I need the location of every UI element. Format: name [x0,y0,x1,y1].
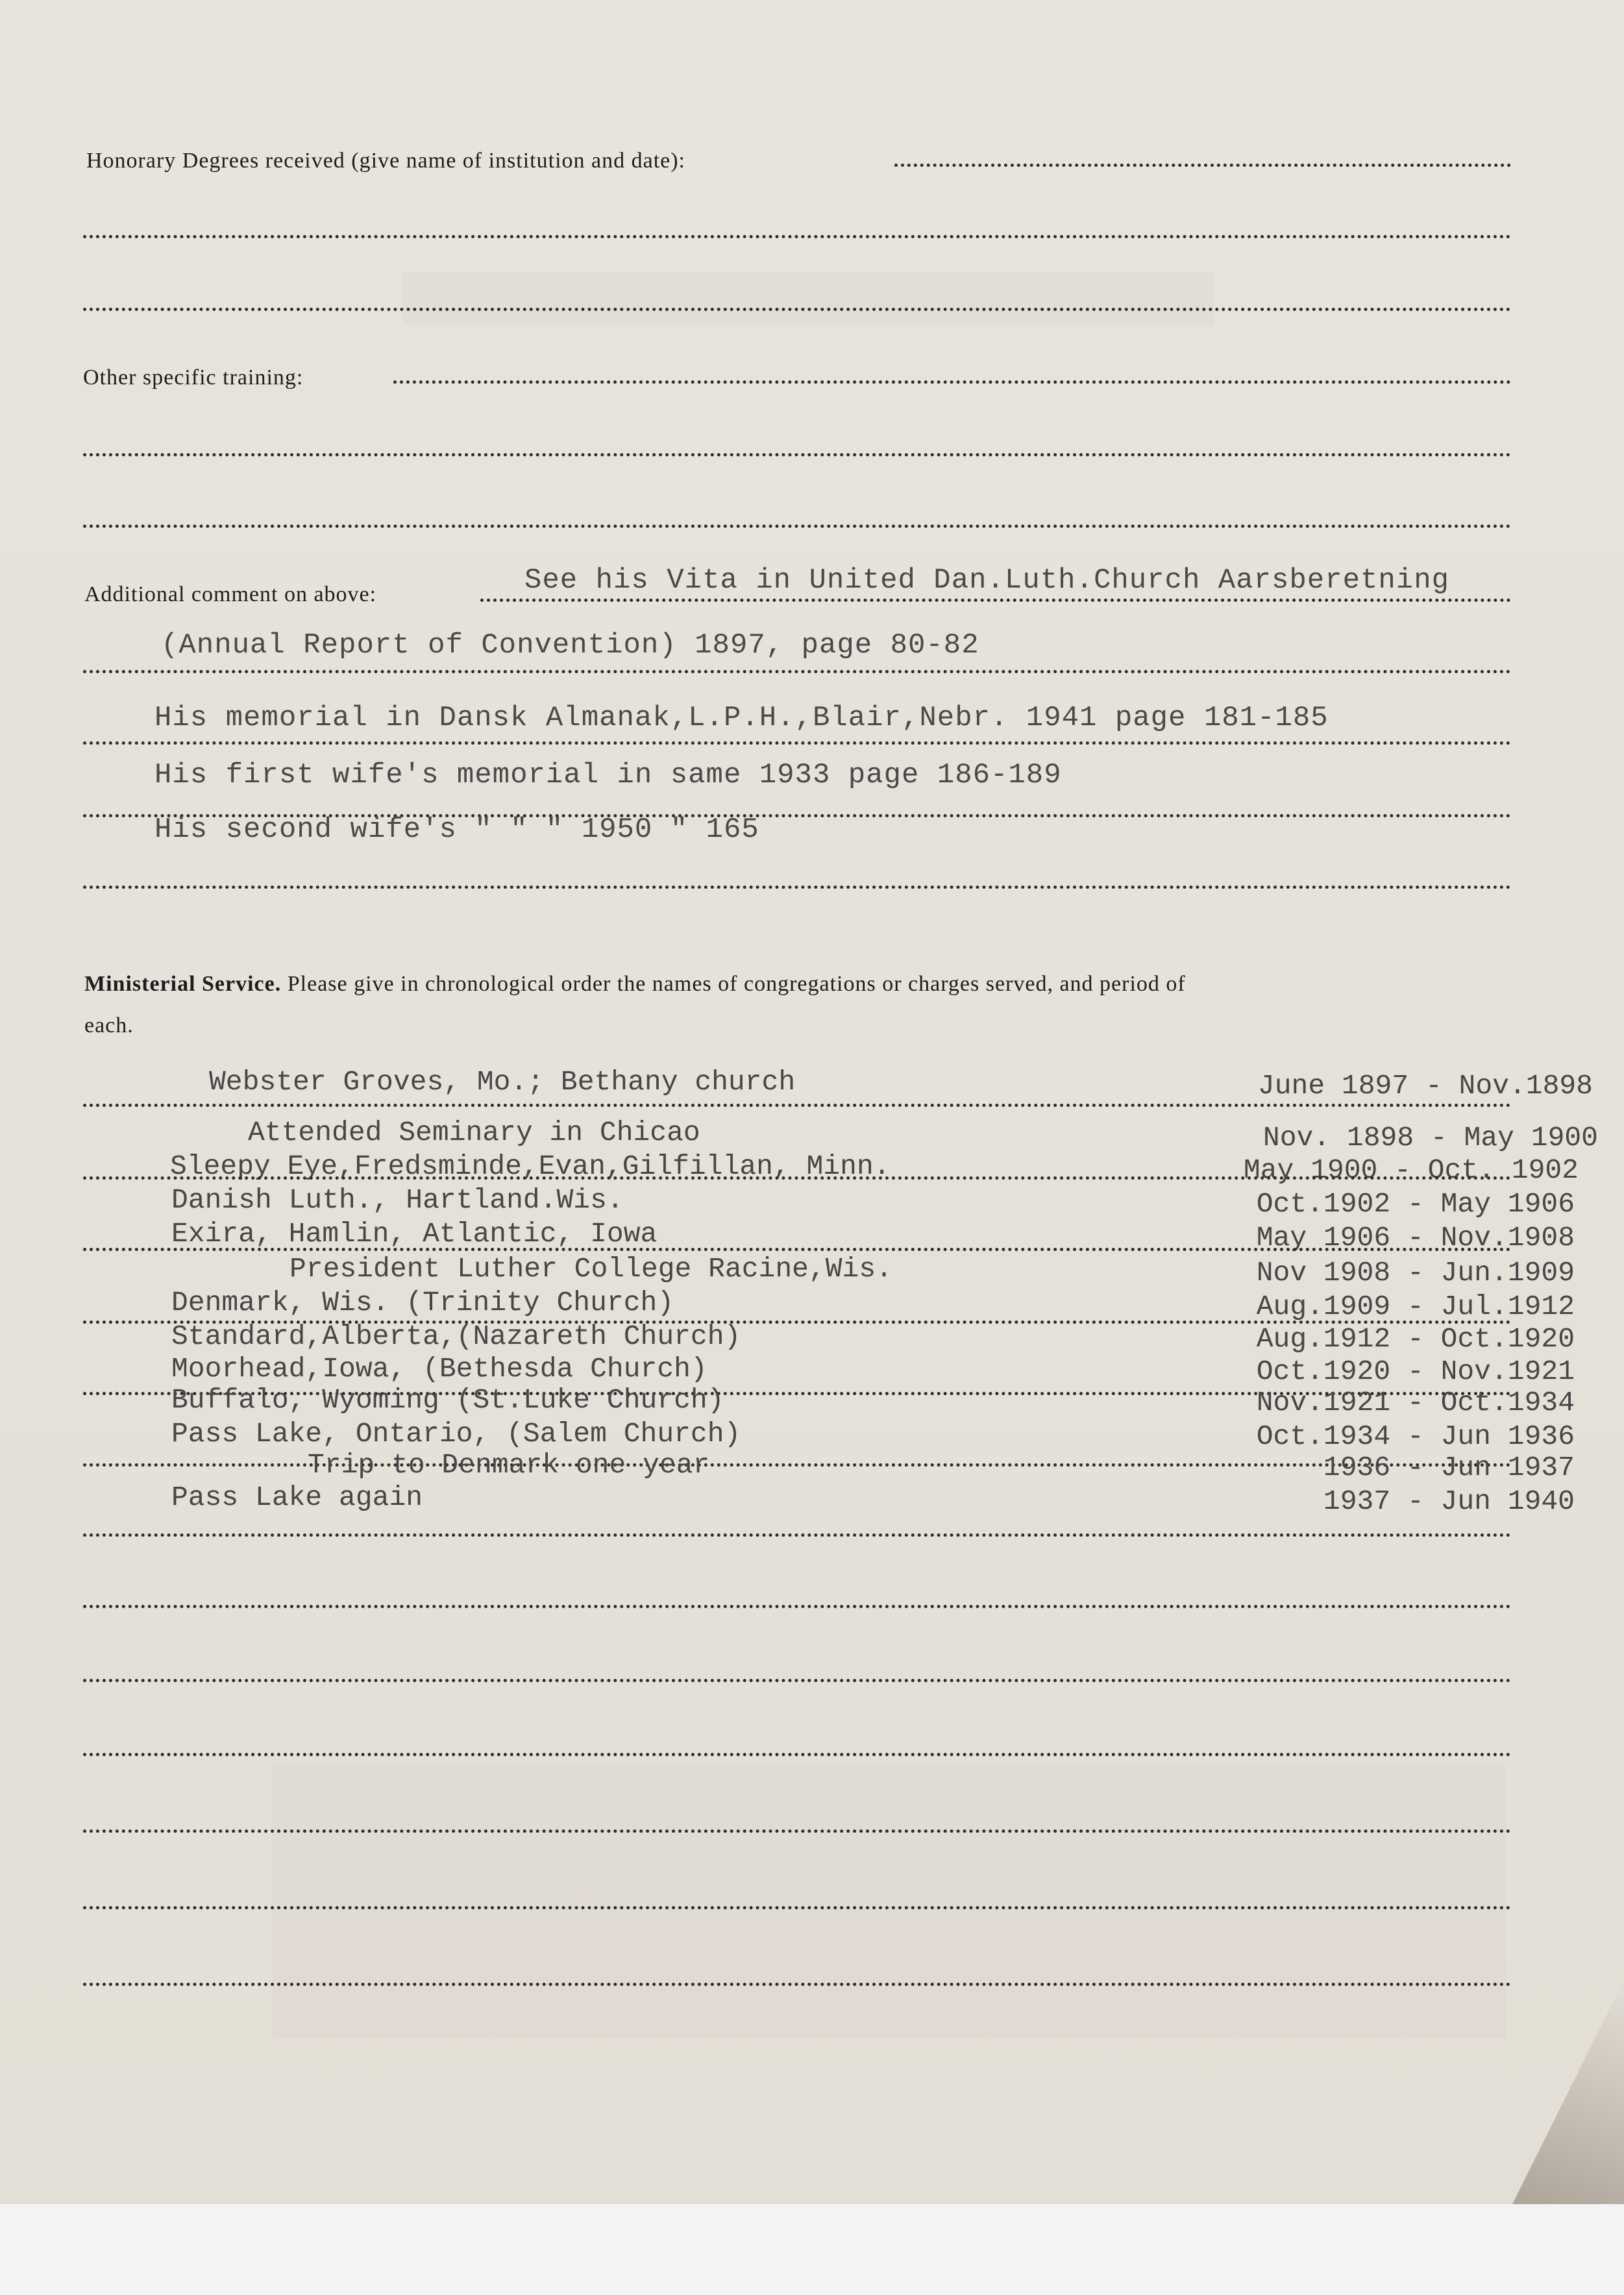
ministerial-service-heading: Ministerial Service. [84,972,282,996]
service-place: Danish Luth., Hartland.Wis. [171,1184,624,1216]
ministerial-service-label-cont: each. [84,1013,134,1037]
dotted-line [480,599,1511,602]
comment-line: His memorial in Dansk Almanak,L.P.H.,Blair,Nebr. 1941 page 181-185 [154,702,1329,734]
bleed-through-shadow [402,273,1214,325]
comment-line: His first wife's memorial in same 1933 page 186-189 [154,759,1062,791]
service-place: Pass Lake again [171,1482,423,1513]
service-dates: June 1897 - Nov.1898 [1257,1070,1593,1102]
service-dates: Oct.1902 - May 1906 [1256,1188,1575,1220]
dotted-line [83,1533,1511,1537]
service-place: Attended Seminary in Chicao [248,1117,700,1148]
dotted-line [83,1605,1511,1608]
service-place: Denmark, Wis. (Trinity Church) [171,1287,674,1319]
service-dates: May 1906 - Nov.1908 [1256,1222,1575,1254]
service-place: Trip to Denmark one year [308,1449,710,1481]
service-dates: 1937 - Jun 1940 [1323,1485,1575,1517]
service-dates: Nov.1921 - Oct.1934 [1256,1387,1575,1419]
other-training-label: Other specific training: [83,366,304,390]
comment-line: His second wife's " " " 1950 " 165 [154,813,759,846]
service-place: Buffalo, Wyoming (St.Luke Church) [171,1384,724,1416]
service-dates: Nov 1908 - Jun.1909 [1256,1257,1575,1289]
service-place: Exira, Hamlin, Atlantic, Iowa [171,1218,658,1250]
bleed-through-shadow [273,1766,1506,2039]
dotted-line [83,525,1511,528]
additional-comment-label: Additional comment on above: [84,582,377,606]
dotted-line [393,380,1511,384]
service-place: Pass Lake, Ontario, (Salem Church) [171,1418,741,1450]
service-dates: Oct.1920 - Nov.1921 [1256,1356,1575,1387]
service-place: Webster Groves, Mo.; Bethany church [209,1066,796,1098]
dotted-line [83,1176,1511,1180]
comment-line: (Annual Report of Convention) 1897, page 80-82 [161,629,979,662]
dotted-line [83,1679,1511,1682]
ministerial-service-instructions: Please give in chronological order the names of congregations or charges served, and period of [287,972,1186,996]
service-dates: May 1900 - Oct. 1902 [1243,1154,1579,1186]
service-place: Moorhead,Iowa, (Bethesda Church) [171,1353,707,1385]
dotted-line [83,453,1511,456]
service-place: President Luther College Racine,Wis. [289,1253,892,1285]
dotted-line [83,1753,1511,1756]
service-place: Sleepy Eye,Fredsminde,Evan,Gilfillan, Minn. [170,1150,891,1182]
dotted-line [83,1104,1511,1107]
dotted-line [83,886,1511,889]
service-dates: Oct.1934 - Jun 1936 [1256,1420,1575,1452]
service-dates: Nov. 1898 - May 1900 [1262,1122,1598,1154]
service-dates: 1936 - Jun 1937 [1323,1452,1575,1483]
scan-margin [0,2204,1624,2295]
dotted-line [83,1830,1511,1833]
dotted-line [83,1983,1511,1986]
dotted-line [83,235,1511,238]
dotted-line [83,1463,1511,1467]
service-place: Standard,Alberta,(Nazareth Church) [171,1321,741,1352]
dotted-line [83,308,1511,311]
honorary-degrees-label: Honorary Degrees received (give name of institution and date): [86,149,686,173]
dotted-line [83,670,1511,673]
ministerial-service-label [84,971,1186,997]
dotted-line [894,164,1511,167]
dotted-line [83,1906,1511,1909]
comment-line: See his Vita in United Dan.Luth.Church Aarsberetning [524,564,1450,597]
service-dates: Aug.1909 - Jul.1912 [1256,1291,1575,1322]
dotted-line [83,1248,1511,1251]
dotted-line [83,741,1511,745]
service-dates: Aug.1912 - Oct.1920 [1256,1323,1575,1355]
